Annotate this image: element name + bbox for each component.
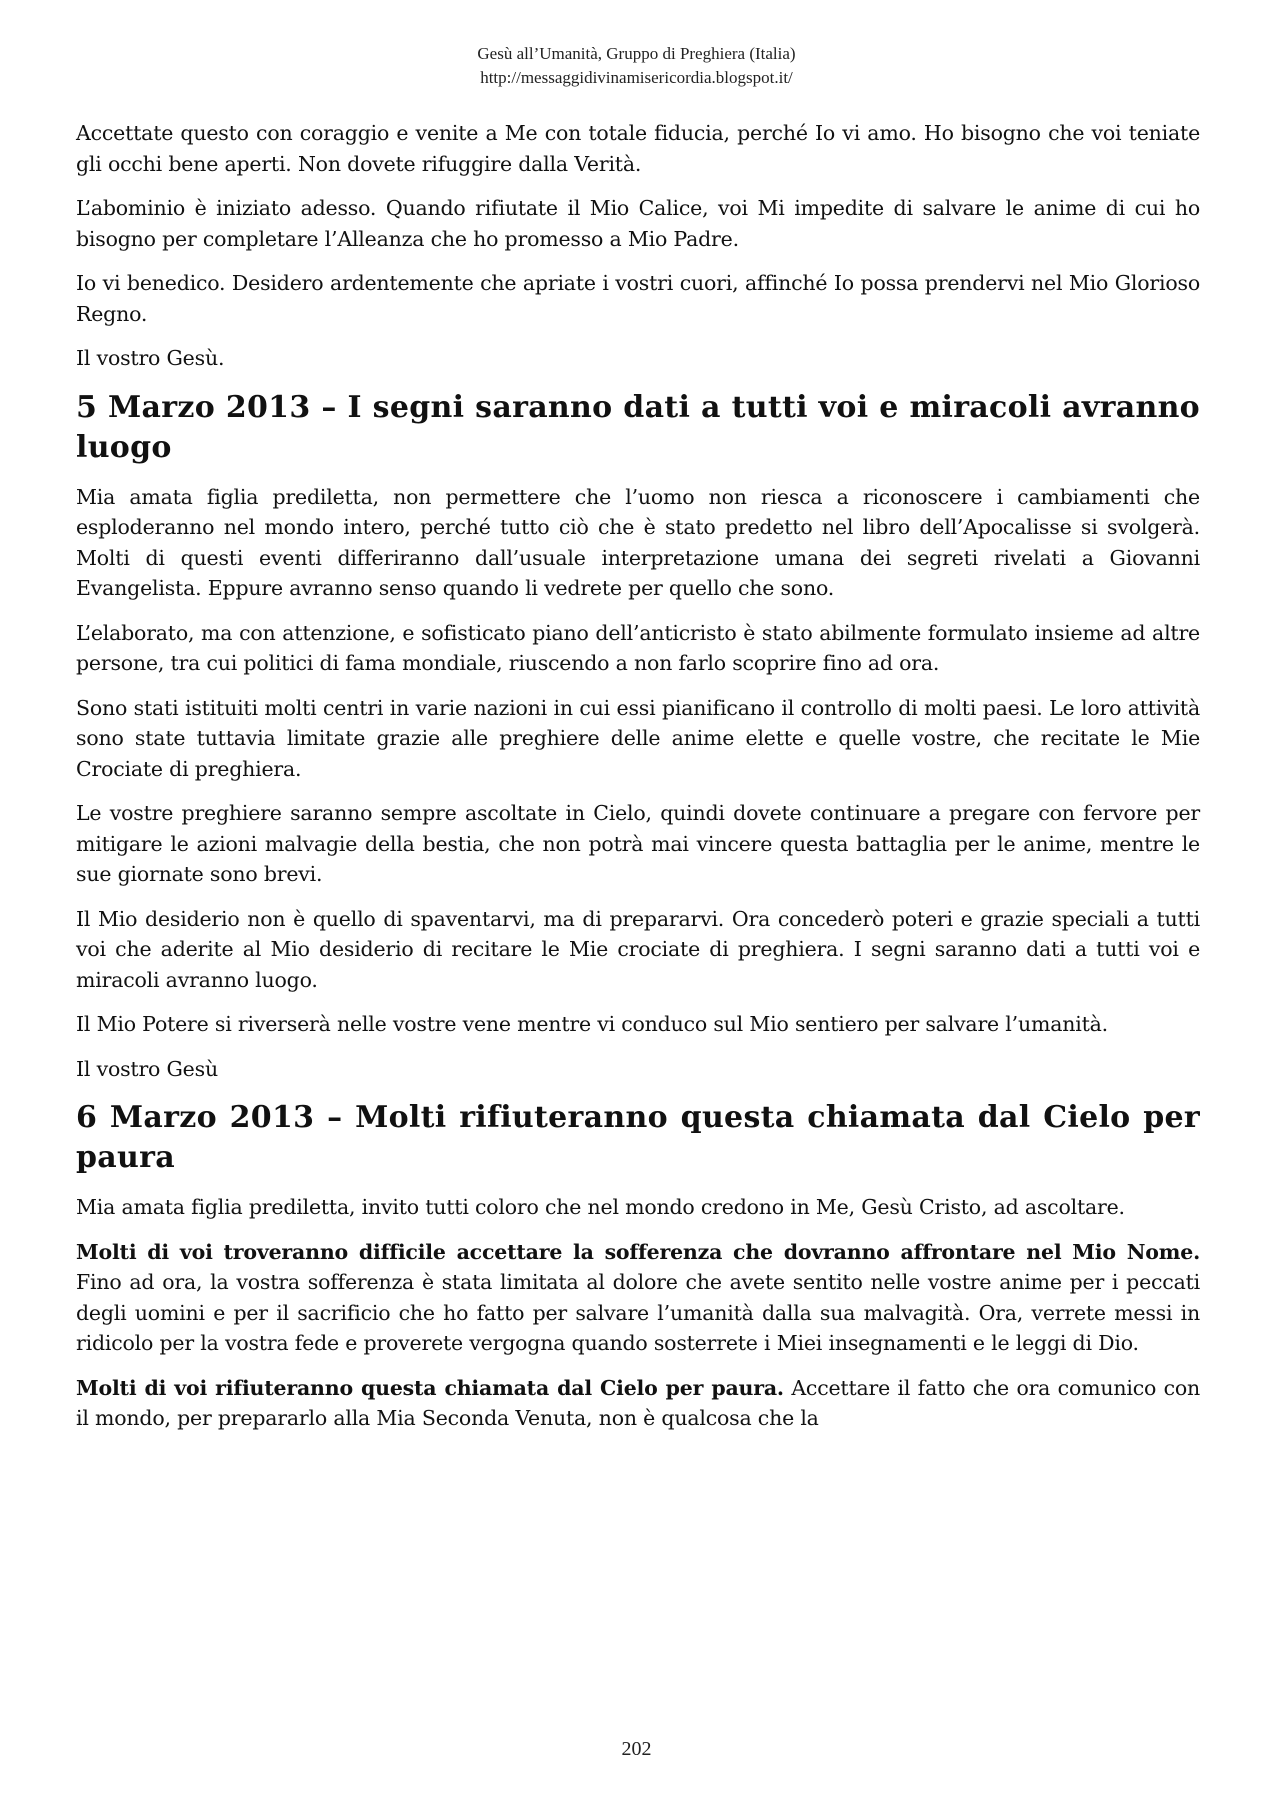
intro-paragraph: Accettate questo con coraggio e venite a Me con totale fiducia, perché Io vi amo. Ho bisogno che voi teniate gli occhi bene aperti. Non dovete rifuggire dalla Verità. [76,121,1200,176]
page-content [76,118,1200,1448]
message2-paragraph [76,1373,1200,1434]
message1-paragraph: Il Mio desiderio non è quello di spaventarvi, ma di prepararvi. Ora concederò poteri e grazie speciali a tutti voi che aderite al Mio desiderio di recitare le Mie crociate di preghiera. I segni saranno dati a tutti voi e miracoli avranno luogo. [76,906,1200,992]
intro-paragraph: L’abominio è iniziato adesso. Quando rifiutate il Mio Calice, voi Mi impedite di salvare le anime di cui ho bisogno per completare l’Alleanza che ho promesso a Mio Padre. [76,196,1200,251]
running-header [0,42,1273,90]
header-url: http://messaggidivinamisericordia.blogspot.it/ [480,68,793,87]
message2-paragraph: Mia amata figlia prediletta, invito tutti coloro che nel mondo credono in Me, Gesù Cristo, ad ascoltare. [76,1195,1125,1219]
message2-paragraph [76,1237,1200,1359]
header-title: Gesù all’Umanità, Gruppo di Preghiera (Italia) [477,44,796,63]
message1-paragraph: L’elaborato, ma con attenzione, e sofisticato piano dell’anticristo è stato abilmente formulato insieme ad altre persone, tra cui politici di fama mondiale, riuscendo a non farlo scoprire fino ad ora. [76,620,1200,675]
message1-paragraph: Le vostre preghiere saranno sempre ascoltate in Cielo, quindi dovete continuare a pregare con fervore per mitigare le azioni malvagie della bestia, che non potrà mai vincere questa battaglia per le anime, mentre le sue giornate sono brevi. [76,801,1200,886]
paragraph-text: Fino ad ora, la vostra sofferenza è stata limitata al dolore che avete sentito nelle vostre anime per i peccati degli uomini e per il sacrificio che ho fatto per salvare l’umanità dalla sua malvagità. Ora, verrete messi in ridicolo per la vostra fede e proverete vergogna quando sosterrete i Miei insegnamenti e le leggi di Dio. [76,1270,1200,1355]
message-heading-5-marzo: 5 Marzo 2013 – I segni saranno dati a tutti voi e miracoli avranno luogo [76,389,1200,465]
message1-signature: Il vostro Gesù [76,1056,218,1081]
message-heading-6-marzo: 6 Marzo 2013 – Molti rifiuteranno questa chiamata dal Cielo per paura [76,1100,1200,1175]
paragraph-text: Accettare il fatto che ora comunico con il mondo, per prepararlo alla Mia Seconda Venuta, non è qualcosa che la [76,1375,1200,1430]
page-number: 202 [621,1738,652,1760]
intro-paragraph: Io vi benedico. Desidero ardentemente che apriate i vostri cuori, affinché Io possa prendervi nel Mio Glorioso Regno. [76,271,1200,326]
message1-paragraph: Il Mio Potere si riverserà nelle vostre vene mentre vi conduco sul Mio sentiero per salvare l’umanità. [76,1012,1108,1036]
intro-signature: Il vostro Gesù. [76,346,225,370]
bold-emphasis: Molti di voi troveranno difficile accettare la sofferenza che dovranno affrontare nel Mio Nome. [76,1239,1200,1264]
message1-paragraph: Mia amata figlia prediletta, non permettere che l’uomo non riesca a riconoscere i cambiamenti che esploderanno nel mondo intero, perché tutto ciò che è stato predetto nel libro dell’Apocalisse si svolgerà. Molti di questi eventi differiranno dall’usuale interpretazione umana dei segreti rivelati a Giovanni Evangelista. Eppure avranno senso quando li vedrete per quello che sono. [76,484,1200,600]
message1-paragraph: Sono stati istituiti molti centri in varie nazioni in cui essi pianificano il controllo di molti paesi. Le loro attività sono state tuttavia limitate grazie alle preghiere delle anime elette e quelle vostre, che recitate le Mie Crociate di preghiera. [76,695,1200,781]
bold-emphasis: Molti di voi rifiuteranno questa chiamata dal Cielo per paura. [76,1375,784,1400]
